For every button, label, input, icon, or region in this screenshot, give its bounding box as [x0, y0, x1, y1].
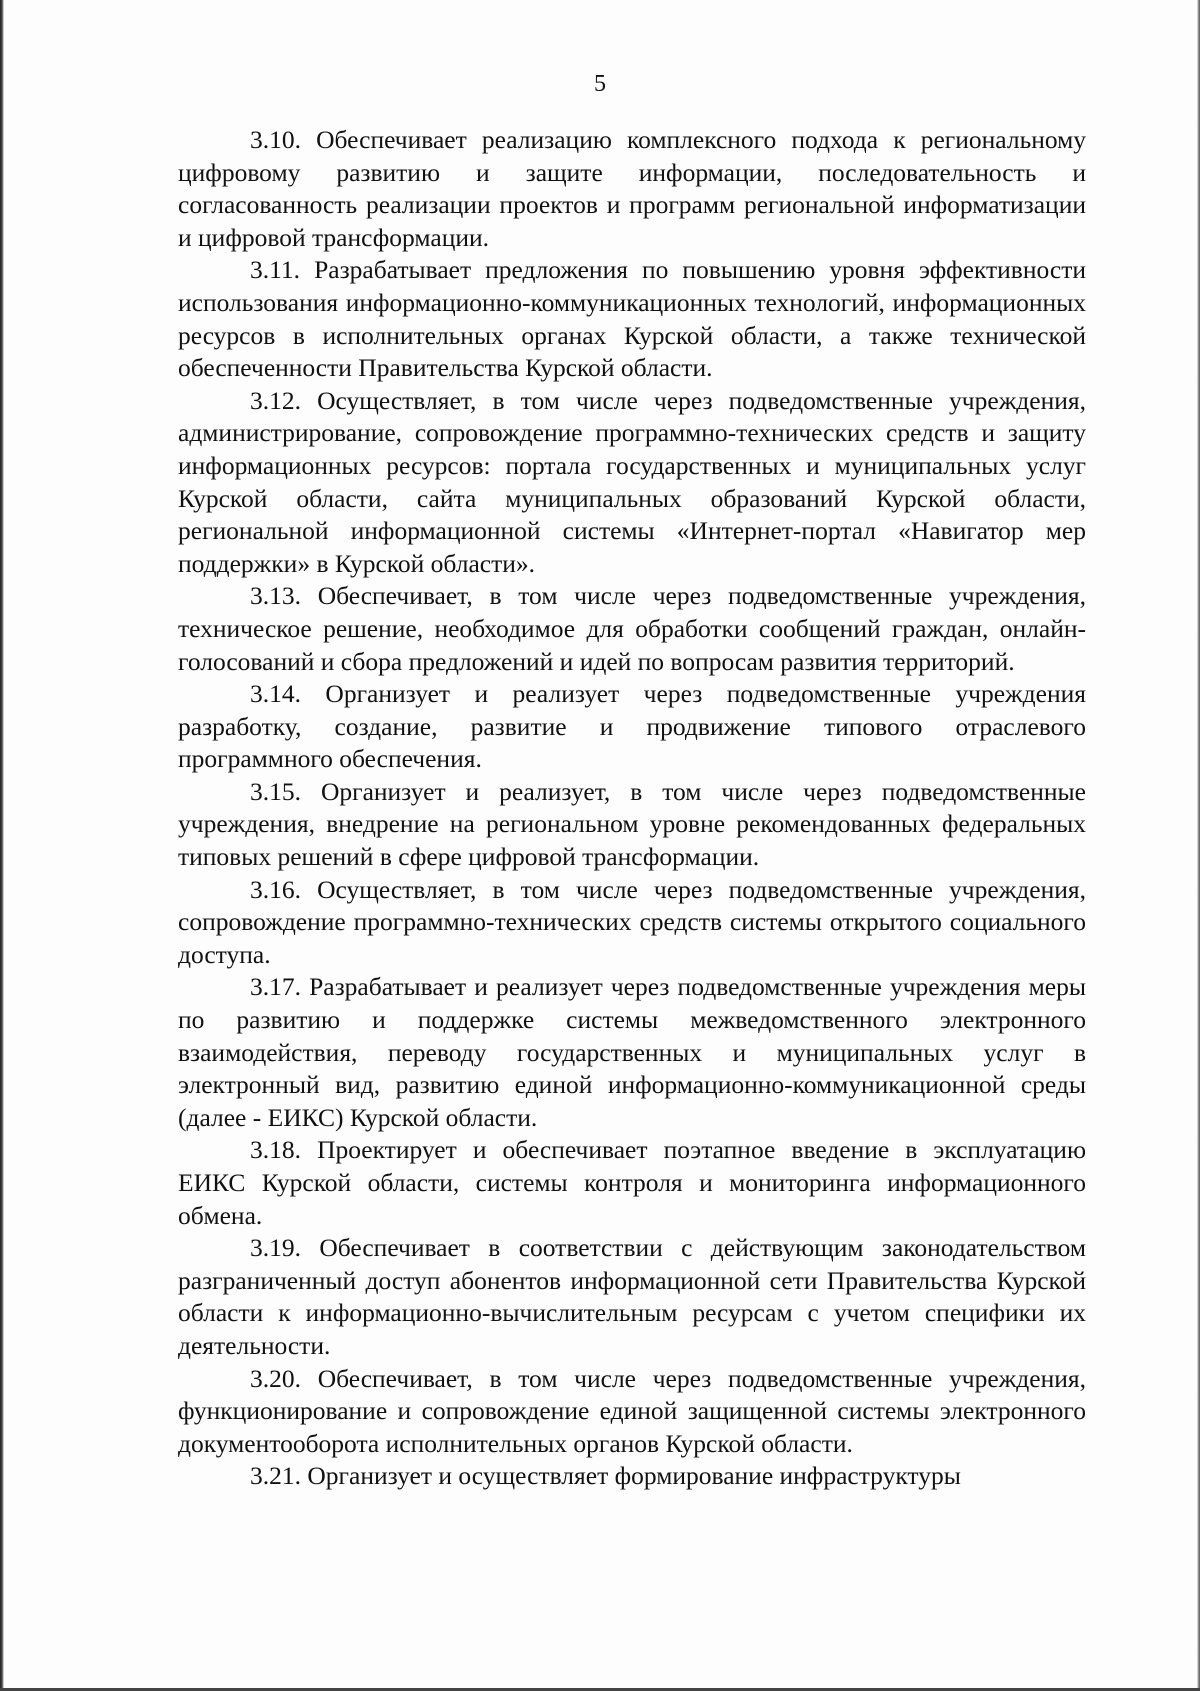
paragraph-3-21: 3.21. Организует и осуществляет формирование инфраструктуры [250, 1461, 961, 1491]
paragraph-3-15: 3.15. Организует и реализует, в том числе через подведомственные учреждения, внедрение на региональном уровне рекомендованных федеральных типовых решений в сфере цифровой трансформации. [178, 776, 1086, 872]
paragraph-3-14: 3.14. Организует и реализует через подведомственные учреждения разработку, создание, развитие и продвижение типового отраслевого программного обеспечения. [178, 679, 1086, 774]
paragraph-3-10: 3.10. Обеспечивает реализацию комплексного подхода к региональному цифровому развитию и защите информации, последовательность и согласованность реализации проектов и программ региональной информатизации и цифровой трансформации. [178, 125, 1086, 252]
paragraph-3-17: 3.17. Разрабатывает и реализует через подведомственные учреждения меры по развитию и поддержке системы межведомственного электронного взаимодействия, переводу государственных и муниципальных услуг в электронный вид, развитию единой информационно-коммуникационной среды (далее - ЕИКС) Курской области. [178, 972, 1086, 1132]
paragraph-3-12: 3.12. Осуществляет, в том числе через подведомственные учреждения, администрирование, сопровождение программно-технических средств и защиту информационных ресурсов: портала государственных и муниципальных услуг Курской области, сайта муниципальных образований Курской области, региональной информационной системы «Интернет-портал «Навигатор мер поддержки» в Курской области». [178, 385, 1086, 578]
paragraph-3-18: 3.18. Проектирует и обеспечивает поэтапное введение в эксплуатацию ЕИКС Курской области, системы контроля и мониторинга информационного обмена. [178, 1135, 1086, 1230]
paragraph-3-19: 3.19. Обеспечивает в соответствии с действующим законодательством разграниченный доступ абонентов информационной сети Правительства Курской области к информационно-вычислительным ресурсам с учетом специфики их деятельности. [178, 1233, 1086, 1360]
paragraph-3-13: 3.13. Обеспечивает, в том числе через подведомственные учреждения, техническое решение, необходимое для обработки сообщений граждан, онлайн-голосований и сбора предложений и идей по вопросам развития территорий. [178, 581, 1086, 676]
paragraph-3-11: 3.11. Разрабатывает предложения по повышению уровня эффективности использования информационно-коммуникационных технологий, информационных ресурсов в исполнительных органах Курской области, а также технической обеспеченности Правительства Курской области. [178, 255, 1086, 383]
paragraph-3-16: 3.16. Осуществляет, в том числе через подведомственные учреждения, сопровождение программно-технических средств системы открытого социального доступа. [178, 874, 1086, 969]
scan-edge-left [0, 0, 4, 1691]
document-body [178, 124, 1086, 1493]
page-number: 5 [594, 71, 606, 97]
paragraph-3-20: 3.20. Обеспечивает, в том числе через подведомственные учреждения, функционирование и сопровождение единой защищенной системы электронного документооборота исполнительных органов Курской области. [178, 1363, 1086, 1458]
